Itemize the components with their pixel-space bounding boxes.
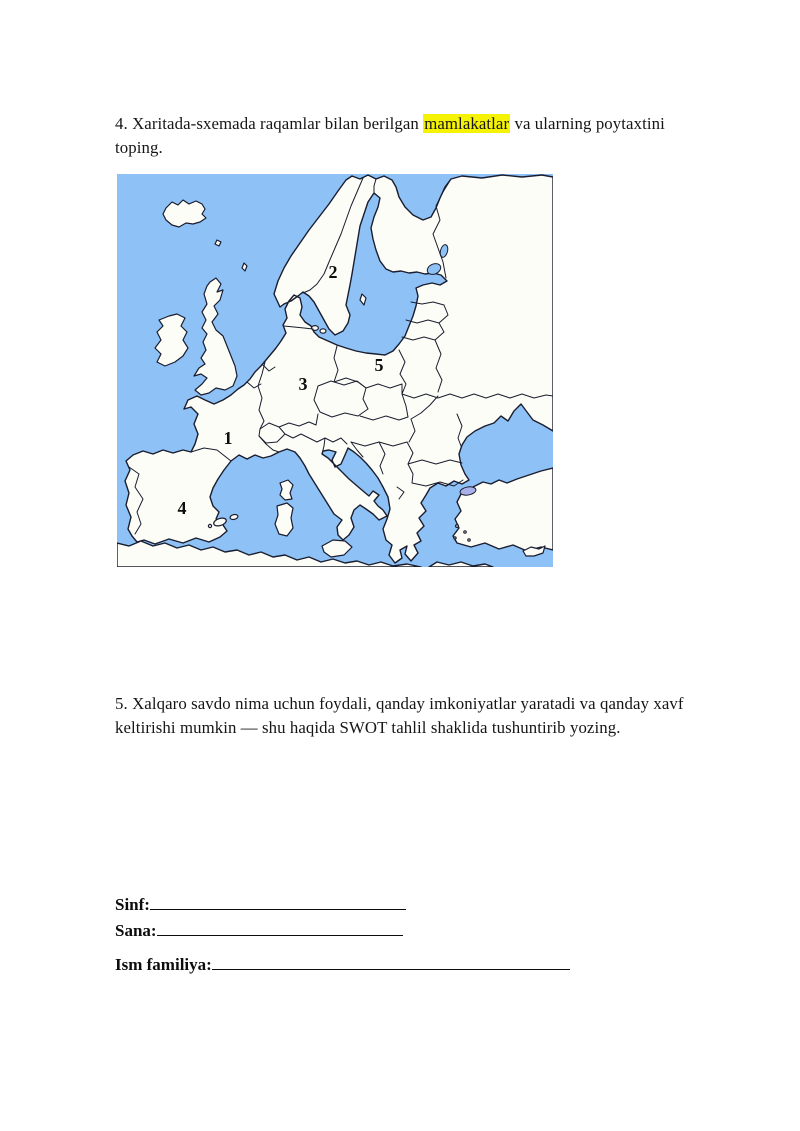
question-5-text xyxy=(115,692,775,740)
map-label-5: 5 xyxy=(374,355,384,375)
map-label-4: 4 xyxy=(177,498,187,518)
danish-island-funen xyxy=(312,326,319,331)
form-field-ism-familiya xyxy=(115,954,570,980)
ism-familiya-answer-line[interactable] xyxy=(212,954,570,970)
question-5-line-2: keltirishi mumkin — shu haqida SWOT tahlil shaklida tushuntirib yozing. xyxy=(115,718,621,737)
form-field-sana xyxy=(115,920,570,946)
danish-island-zealand xyxy=(320,329,326,333)
faroe-islands xyxy=(215,240,221,246)
sinf-label: Sinf: xyxy=(115,895,150,914)
map-label-3: 3 xyxy=(298,374,308,394)
sardinia xyxy=(275,503,293,536)
europe-map-svg xyxy=(117,174,553,567)
sana-label: Sana: xyxy=(115,921,157,940)
sinf-answer-line[interactable] xyxy=(150,894,406,910)
aegean-island-1 xyxy=(456,525,459,528)
ism-familiya-label: Ism familiya: xyxy=(115,955,212,974)
question-4-prefix: 4. Xaritada-sxemada raqamlar bilan berilgan xyxy=(115,114,424,133)
map-label-1: 1 xyxy=(223,428,233,448)
question-4-line-1 xyxy=(115,112,755,136)
form-field-sinf xyxy=(115,894,570,920)
sana-answer-line[interactable] xyxy=(157,920,403,936)
highlight-mamlakatlar: mamlakatlar xyxy=(424,114,510,133)
aegean-island-4 xyxy=(468,539,470,541)
question-4-text xyxy=(115,112,755,160)
europe-map-image xyxy=(117,174,553,567)
student-info-form xyxy=(115,894,570,980)
balearic-ibiza xyxy=(208,524,211,527)
aegean-island-2 xyxy=(464,531,466,533)
question-4-line-2: toping. xyxy=(115,138,163,157)
question-5-line-1: 5. Xalqaro savdo nima uchun foydali, qanday imkoniyatlar yaratadi va qanday xavf xyxy=(115,694,684,713)
map-label-2: 2 xyxy=(328,262,338,282)
corsica xyxy=(280,480,293,500)
question-4-suffix: va ularning poytaxtini xyxy=(510,114,665,133)
aegean-island-3 xyxy=(454,537,456,539)
